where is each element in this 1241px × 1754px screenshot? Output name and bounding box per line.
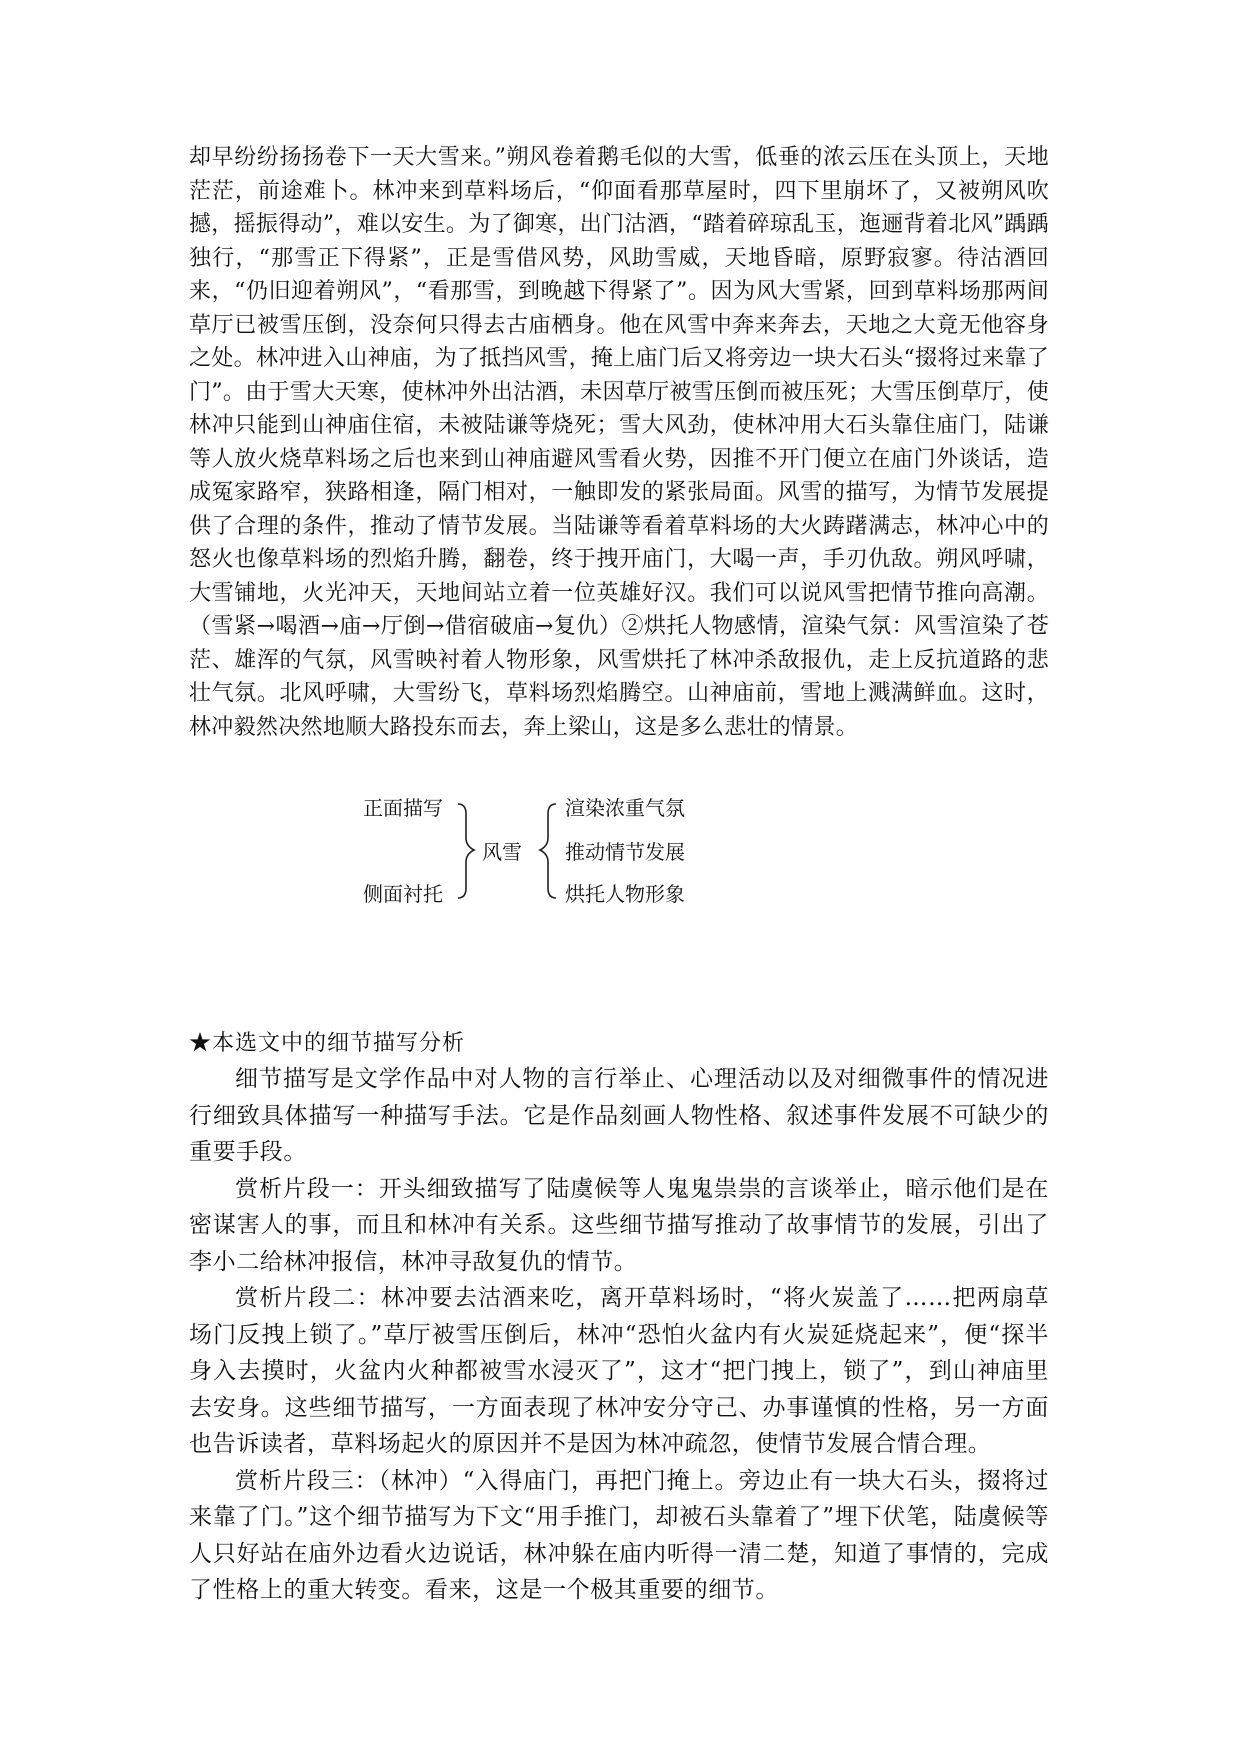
wind-snow-diagram bbox=[363, 796, 820, 916]
right-brace bbox=[540, 804, 556, 898]
section-paragraph: 赏析片段三：（林冲）“入得庙门，再把门掩上。旁边止有一块大石头，掇将过来靠了门。”这个细节描写为下文“用手推门，却被石头靠着了”埋下伏笔，陆虞候等人只好站在庙外边看火边说话，林冲躲在庙内听得一清二楚，知道了事情的，完成了性格上的重大转变。看来，这是一个极其重要的细节。 bbox=[189, 1467, 1049, 1603]
section-paragraph: 赏析片段二：林冲要去沽酒来吃，离开草料场时，“将火炭盖了……把两扇草场门反拽上锁了。”草厅被雪压倒后，林冲“恐怕火盆内有火炭延烧起来”，便“探半身入去摸时，火盆内火种都被雪水浸灭了”，这才“把门拽上，锁了”，到山神庙里去安身。这些细节描写，一方面表现了林冲安分守己、办事谨慎的性格，另一方面也告诉读者，草料场起火的原因并不是因为林冲疏忽，使情节发展合情合理。 bbox=[189, 1285, 1049, 1457]
section-heading: ★本选文中的细节描写分析 bbox=[189, 1031, 466, 1056]
diagram-left-item-2: 侧面衬托 bbox=[363, 882, 443, 906]
diagram-right-item-1: 渲染浓重气氛 bbox=[565, 796, 685, 820]
diagram-right-item-2: 推动情节发展 bbox=[565, 840, 685, 864]
diagram-center-label: 风雪 bbox=[482, 840, 522, 864]
section-paragraph: 赏析片段一：开头细致描写了陆虞候等人鬼鬼祟祟的言谈举止，暗示他们是在密谋害人的事，而且和林冲有关系。这些细节描写推动了故事情节的发展，引出了李小二给林冲报信，林冲寻敌复仇的情节。 bbox=[189, 1175, 1049, 1275]
left-brace bbox=[458, 804, 474, 898]
diagram-right-item-3: 烘托人物形象 bbox=[565, 882, 685, 906]
section-body bbox=[189, 1061, 1049, 1609]
section-paragraph: 细节描写是文学作品中对人物的言行举止、心理活动以及对细微事件的情况进行细致具体描写一种描写手法。它是作品刻画人物性格、叙述事件发展不可缺少的重要手段。 bbox=[189, 1066, 1049, 1165]
diagram-left-item-1: 正面描写 bbox=[363, 796, 443, 820]
analysis-paragraph: 却早纷纷扬扬卷下一天大雪来。”朔风卷着鹅毛似的大雪，低垂的浓云压在头顶上，天地茫茫，前途难卜。林冲来到草料场后，“仰面看那草屋时，四下里崩坏了，又被朔风吹撼，摇振得动”，难以安生。为了御寒，出门沽酒，“踏着碎琼乱玉，迤逦背着北风”踽踽独行，“那雪正下得紧”，正是雪借风势，风助雪威，天地昏暗，原野寂寥。待沽酒回来，“仍旧迎着朔风”，“看那雪，到晚越下得紧了”。因为风大雪紧，回到草料场那两间草厅已被雪压倒，没奈何只得去古庙栖身。他在风雪中奔来奔去，天地之大竟无他容身之处。林冲进入山神庙，为了抵挡风雪，掩上庙门后又将旁边一块大石头“掇将过来靠了门”。由于雪大天寒，使林冲外出沽酒，未因草厅被雪压倒而被压死；大雪压倒草厅，使林冲只能到山神庙住宿，未被陆谦等烧死；雪大风劲，使林冲用大石头靠住庙门，陆谦等人放火烧草料场之后也来到山神庙避风雪看火势，因推不开门便立在庙门外谈话，造成冤家路窄，狭路相逢，隔门相对，一触即发的紧张局面。风雪的描写，为情节发展提供了合理的条件，推动了情节发展。当陆谦等看着草料场的大火踌躇满志，林冲心中的怒火也像草料场的烈焰升腾，翻卷，终于拽开庙门，大喝一声，手刃仇敌。朔风呼啸，大雪铺地，火光冲天，天地间站立着一位英雄好汉。我们可以说风雪把情节推向高潮。（雪紧→喝酒→庙→厅倒→借宿破庙→复仇）②烘托人物感情，渲染气氛：风雪渲染了苍茫、雄浑的气氛，风雪映衬着人物形象，风雪烘托了林冲杀敌报仇，走上反抗道路的悲壮气氛。北风呼啸，大雪纷飞，草料场烈焰腾空。山神庙前，雪地上溅满鲜血。这时，林冲毅然决然地顺大路投东而去，奔上梁山，这是多么悲壮的情景。 bbox=[189, 145, 1049, 740]
